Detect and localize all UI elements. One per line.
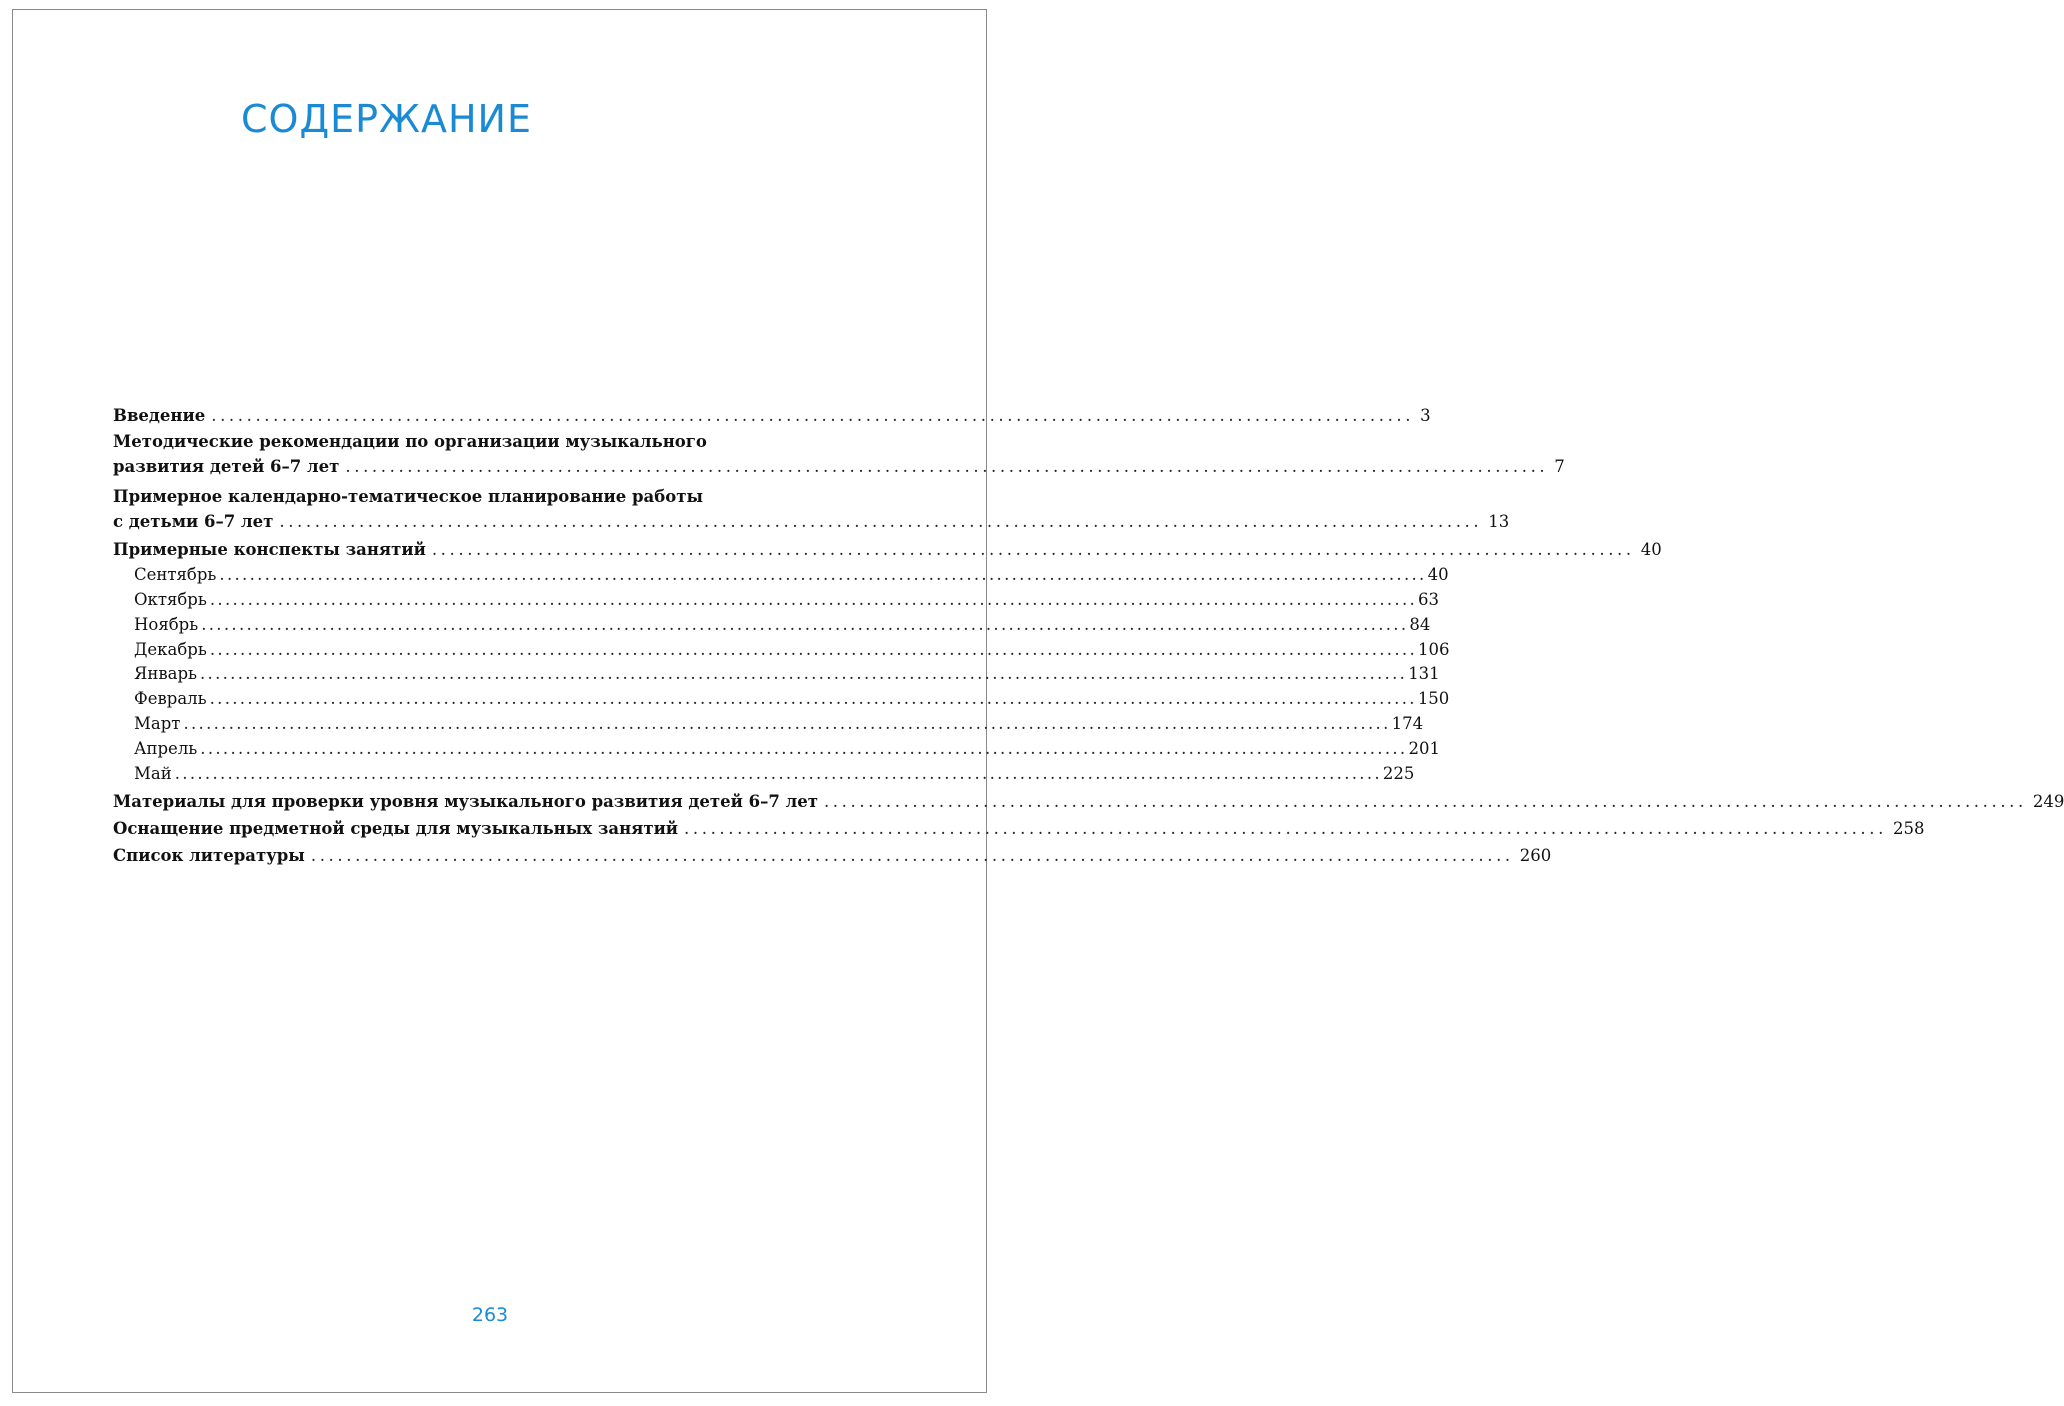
toc-entry-equipment[interactable] xyxy=(113,817,1925,842)
toc-entry-intro[interactable] xyxy=(113,404,1431,429)
toc-entry-label: Декабрь xyxy=(134,639,207,659)
dot-leader: ................................................................................................................................................................ xyxy=(200,738,1408,758)
toc-entry-label: Введение xyxy=(113,406,206,425)
dot-leader: ................................................................................................................................................................ xyxy=(209,639,1417,659)
toc-entry-page: 63 xyxy=(1418,589,1440,609)
toc-entry-planning[interactable] xyxy=(113,510,1510,535)
dot-leader: ................................................................................................................................................................ xyxy=(174,763,1382,783)
dot-leader: ........................................................................................................................................ xyxy=(211,406,1415,425)
toc-entry-label: Ноябрь xyxy=(134,614,199,634)
dot-leader: ........................................................................................................................................ xyxy=(310,845,1514,865)
dot-leader: ................................................................................................................................................................ xyxy=(183,713,1391,733)
toc-entry-methods[interactable] xyxy=(113,455,1565,480)
toc-entry-literature[interactable] xyxy=(113,844,1552,869)
dot-leader: ........................................................................................................................................ xyxy=(684,819,1887,839)
page-number: 263 xyxy=(471,1304,509,1326)
toc-subentry-may[interactable] xyxy=(113,762,1415,787)
toc-entry-label: Февраль xyxy=(134,689,207,709)
toc-entry-page: 7 xyxy=(1554,456,1565,476)
toc-entry-page: 13 xyxy=(1488,511,1510,531)
toc-entry-page: 40 xyxy=(1427,565,1449,585)
toc-entry-label: с детьми 6–7 лет xyxy=(113,511,274,531)
toc-subentry-april[interactable] xyxy=(113,737,1440,762)
toc-entry-label: Материалы для проверки уровня музыкального развития детей 6–7 лет xyxy=(113,792,818,812)
dot-leader: ........................................................................................................................................ xyxy=(279,511,1483,531)
toc-entry-page: 106 xyxy=(1418,639,1450,659)
dot-leader: ................................................................................................................................................................ xyxy=(200,664,1408,684)
toc-entry-label: Методические рекомендации по организации музыкального xyxy=(113,431,707,451)
toc-entry-label: Список литературы xyxy=(113,845,305,865)
toc-entry-page: 249 xyxy=(2032,792,2064,812)
toc-entry-materials[interactable] xyxy=(113,790,2064,815)
dot-leader: ........................................................................................................................................ xyxy=(345,456,1549,476)
dot-leader: ................................................................................................................................................................ xyxy=(209,589,1418,609)
toc-entry-label: Оснащение предметной среды для музыкальных занятий xyxy=(113,819,679,839)
dot-leader: ................................................................................................................................................................ xyxy=(209,689,1417,709)
toc-subentry-january[interactable] xyxy=(113,662,1440,687)
table-of-contents xyxy=(113,404,2064,871)
toc-subentry-september[interactable] xyxy=(113,563,1449,588)
toc-entry-page: 131 xyxy=(1408,664,1440,684)
toc-subentry-march[interactable] xyxy=(113,712,1424,737)
toc-entry-page: 174 xyxy=(1391,713,1424,733)
page-title: СОДЕРЖАНИЕ xyxy=(241,97,532,141)
toc-entry-label: развития детей 6–7 лет xyxy=(113,456,340,476)
toc-entry-label: Сентябрь xyxy=(134,565,217,585)
toc-entry-page: 3 xyxy=(1420,406,1431,425)
toc-entry-methods-line1[interactable] xyxy=(113,429,868,455)
dot-leader: ................................................................................................................................................................ xyxy=(201,614,1409,634)
toc-entry-page: 84 xyxy=(1409,614,1431,634)
toc-entry-page: 150 xyxy=(1417,689,1450,709)
toc-subentry-february[interactable] xyxy=(113,687,1450,712)
toc-subentry-december[interactable] xyxy=(113,638,1450,663)
toc-entry-page: 258 xyxy=(1892,819,1925,839)
dot-leader: ........................................................................................................................................ xyxy=(431,540,1635,560)
toc-entry-label: Апрель xyxy=(134,738,198,758)
toc-subentry-october[interactable] xyxy=(113,588,1440,613)
toc-entry-label: Октябрь xyxy=(134,589,207,609)
toc-entry-label: Май xyxy=(134,763,172,783)
toc-entry-label: Март xyxy=(134,713,181,733)
toc-entry-page: 201 xyxy=(1408,738,1440,758)
toc-entry-page: 40 xyxy=(1640,540,1662,560)
toc-entry-page: 225 xyxy=(1382,763,1415,783)
toc-subentry-november[interactable] xyxy=(113,613,1431,638)
toc-entry-label: Примерные конспекты занятий xyxy=(113,540,426,560)
toc-entry-label: Примерное календарно-тематическое планирование работы xyxy=(113,486,703,506)
dot-leader: ........................................................................................................................................ xyxy=(823,792,2027,812)
toc-entry-lessons[interactable] xyxy=(113,538,1662,563)
toc-entry-planning-line1[interactable] xyxy=(113,484,868,510)
toc-entry-page: 260 xyxy=(1519,845,1552,865)
toc-entry-label: Январь xyxy=(134,664,197,684)
dot-leader: ................................................................................................................................................................ xyxy=(219,565,1427,585)
